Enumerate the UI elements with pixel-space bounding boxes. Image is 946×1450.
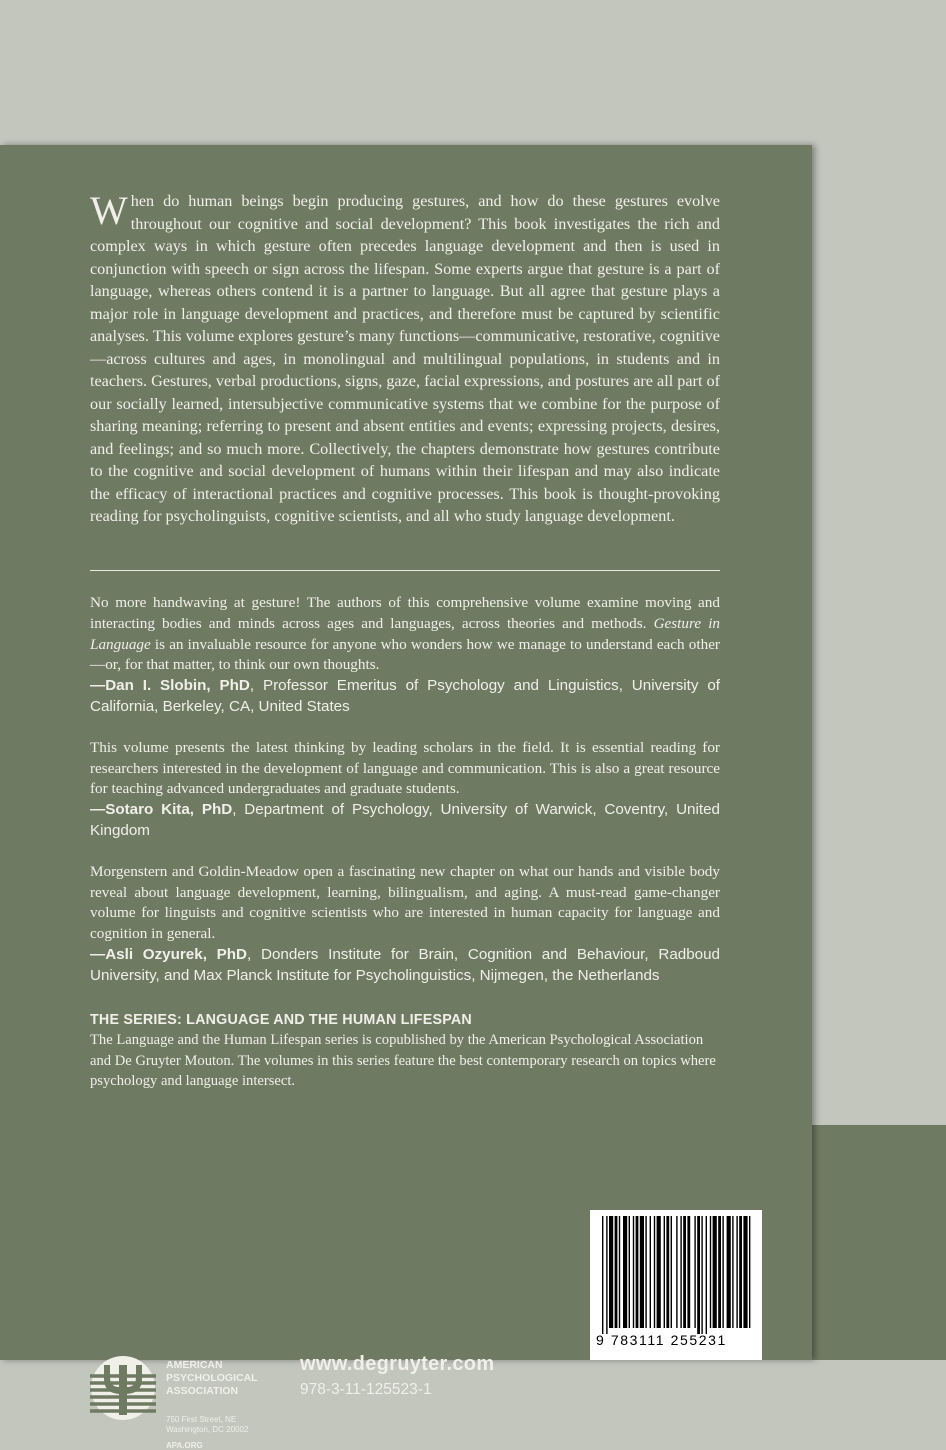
barcode-bar — [710, 1216, 711, 1328]
endorser-name: —Dan I. Slobin, PhD — [90, 677, 250, 695]
barcode-bar — [650, 1216, 651, 1328]
endorsement-text: This volume presents the latest thinking by leading scholars in the field. It is essential reading for researchers interested in the development of language and communication. This is also a great resource for teaching advanced undergraduates and graduate students. — [90, 738, 720, 798]
isbn: 978-3-11-125523-1 — [300, 1381, 432, 1398]
barcode-bar — [694, 1216, 695, 1328]
barcode-bar — [657, 1216, 661, 1328]
barcode-bar — [722, 1216, 723, 1328]
barcode-bar — [664, 1216, 665, 1328]
endorser-name: —Sotaro Kita, PhD — [90, 801, 233, 819]
endorser-name: —Asli Ozyurek, PhD — [90, 945, 248, 963]
barcode-bar — [609, 1216, 613, 1328]
endorser-affiliation: , Professor Emeritus of Psychology and Linguistics, University of California, Berkeley, CA, United States — [90, 677, 720, 715]
description-text: hen do human beings begin producing gestures, and how do these gestures evolve throughout our cognitive and social development? This book investigates the rich and complex ways in which gesture often precedes language development and then is used in conjunction with speech or sign across the lifespan. Some experts argue that gesture is a part of language, whereas others contend it is a partner to language. But all agree that gesture plays a major role in language development and practices, and therefore must be captured by scientific analyses. This volume explores gesture’s many functions—communicative, restorative, cognitive—across cultures and ages, in monolingual and multilingual populations, in students and in teachers. Gestures, verbal productions, signs, gaze, facial expressions, and postures are all part of our socially learned, intersubjective communicative systems that we combine for the purpose of sharing meaning; referring to present and absent entities and events; expressing projects, desires, and feelings; and so much more. Collectively, the chapters demonstrate how gestures contribute to the cognitive and social development of humans within their lifespan and may also indicate the efficacy of interactional practices and cognitive processes. This book is thought-provoking reading for psycholinguists, cognitive scientists, and all who study language development. — [90, 192, 720, 525]
barcode-bar — [683, 1216, 686, 1328]
apa-address: 750 First Street, NE Washington, DC 20002 — [166, 1415, 249, 1434]
endorsement-3 — [90, 862, 720, 987]
endorsement-attribution — [90, 676, 720, 718]
endorser-affiliation: , Department of Psychology, University of Warwick, Coventry, United Kingdom — [90, 801, 720, 839]
barcode-bar — [701, 1216, 702, 1334]
endorsement-text: No more handwaving at gesture! The authors of this comprehensive volume examine moving and interacting bodies and minds across ages and languages, across theories and methods. Gesture in Language is an invaluable resource for anyone who wonders how we manage to understand each other—or, for that matter, to think our own thoughts. — [90, 594, 721, 674]
barcode-bar — [666, 1216, 669, 1328]
barcode-bar — [615, 1216, 618, 1328]
apa-psi-logo-icon — [90, 1355, 156, 1421]
barcode-bar — [654, 1216, 655, 1328]
series-info — [90, 1010, 720, 1092]
barcode-bar — [743, 1216, 747, 1328]
barcode-bar — [713, 1216, 717, 1328]
barcode-bar — [749, 1216, 750, 1328]
barcode-digits: 9 783111 255231 — [596, 1332, 727, 1348]
endorsement-attribution — [90, 945, 720, 987]
barcode-bar — [706, 1216, 707, 1334]
cover-edge-shadow — [812, 1125, 946, 1360]
barcode-bar — [629, 1216, 630, 1328]
endorser-affiliation: , Donders Institute for Brain, Cognition and Behaviour, Radboud University, and Max Planck Institute for Psycholinguistics, Nijmegen, the Netherlands — [90, 945, 720, 984]
barcode-bar — [623, 1216, 627, 1328]
endorsements — [90, 593, 720, 1007]
barcode-bar — [633, 1216, 634, 1328]
barcode-bar — [671, 1216, 672, 1328]
barcode-bar — [727, 1216, 731, 1328]
barcode-bar — [718, 1216, 721, 1328]
barcode-bar — [680, 1216, 681, 1328]
endorsement-text: Morgenstern and Goldin-Meadow open a fascinating new chapter on what our hands and visible body reveal about language development, learning, bilingualism, and aging. A must-read game-changer volume for linguists and cognitive scientists who are interested in human capacity for language and cognition in general. — [90, 862, 720, 943]
barcode-bar — [736, 1216, 737, 1328]
endorsement-2 — [90, 738, 720, 842]
barcode-bar — [732, 1216, 733, 1328]
book-description — [90, 190, 720, 528]
book-title-italic: Gesture in Language — [90, 614, 721, 653]
drop-cap: W — [90, 188, 128, 233]
barcode-bar — [640, 1216, 644, 1328]
barcode-bar — [645, 1216, 646, 1328]
apa-website: APA.ORG — [166, 1441, 203, 1450]
apa-name: AMERICAN PSYCHOLOGICAL ASSOCIATION — [166, 1359, 258, 1397]
degruyter-url: www.degruyter.com — [300, 1353, 495, 1375]
endorsement-1 — [90, 593, 720, 718]
barcode-bar — [687, 1216, 690, 1328]
barcode-bar — [606, 1216, 607, 1334]
section-divider — [90, 570, 720, 571]
barcode-bar — [739, 1216, 742, 1328]
endorsement-attribution — [90, 800, 720, 842]
barcode-bar — [602, 1216, 603, 1334]
barcode-bar — [697, 1216, 700, 1334]
series-heading: THE SERIES: LANGUAGE AND THE HUMAN LIFESPAN — [90, 1012, 472, 1028]
barcode-bar — [619, 1216, 620, 1328]
barcode — [590, 1210, 762, 1360]
barcode-bar — [676, 1216, 677, 1328]
back-cover — [0, 145, 812, 1450]
series-text: The Language and the Human Lifespan series is copublished by the American Psychological Association and De Gruyter Mouton. The volumes in this series feature the best contemporary research on topics where psychology and language intersect. — [90, 1032, 716, 1089]
barcode-bar — [636, 1216, 639, 1328]
